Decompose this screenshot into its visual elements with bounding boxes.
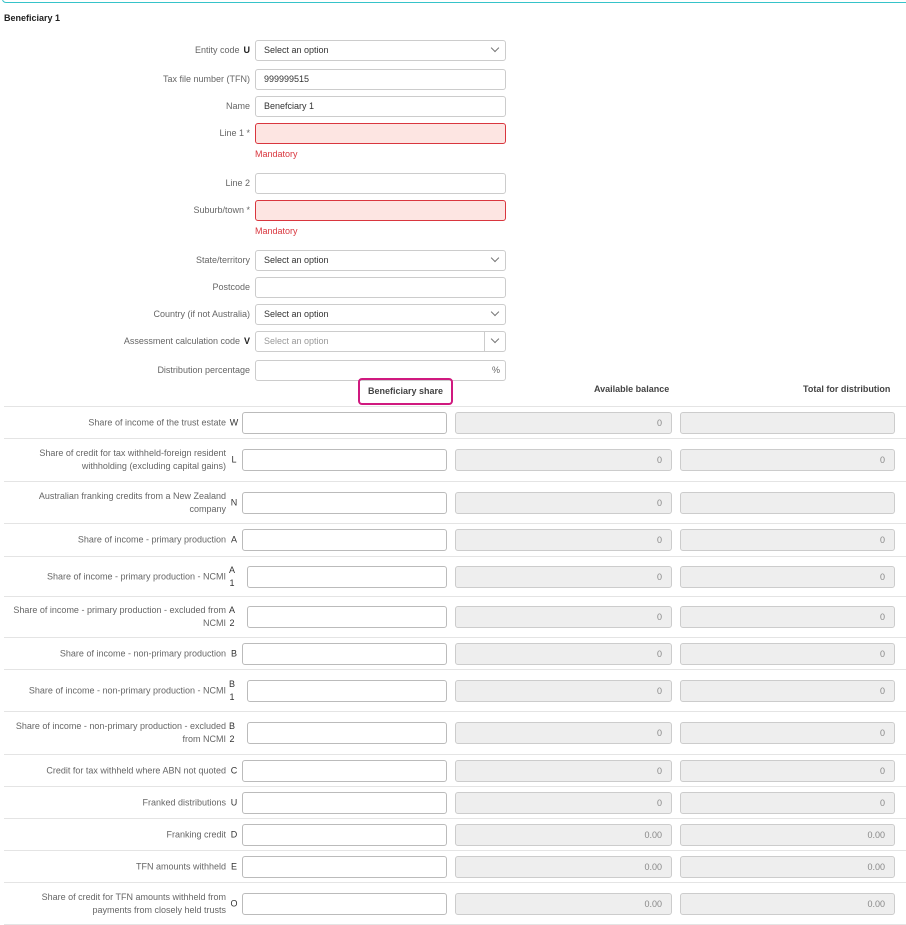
- beneficiary-share-input[interactable]: [242, 760, 447, 782]
- assessment-letter: V: [243, 336, 250, 346]
- available-balance-field: 0: [455, 449, 672, 471]
- row-code: N: [230, 497, 238, 507]
- state-label: State/territory: [195, 255, 250, 265]
- available-balance-field: 0: [455, 760, 672, 782]
- previous-section-box: [2, 0, 906, 3]
- row-code: B 1: [228, 678, 235, 702]
- assessment-row: [0, 331, 520, 352]
- total-for-distribution-field: 0: [680, 680, 895, 702]
- distribution-table: [4, 406, 906, 925]
- table-row: [4, 819, 906, 851]
- assessment-label: Assessment calculation code: [123, 336, 240, 346]
- postcode-input[interactable]: [255, 277, 506, 298]
- name-row: [0, 96, 520, 117]
- entity-code-letter: U: [243, 45, 250, 55]
- row-code: D: [230, 829, 238, 839]
- row-code: B 2: [228, 721, 235, 744]
- beneficiary-share-input[interactable]: [242, 492, 447, 514]
- beneficiary-share-header: Beneficiary share: [358, 378, 453, 405]
- line2-row: [0, 173, 520, 194]
- line1-error: Mandatory: [255, 149, 298, 159]
- state-value: Select an option: [264, 255, 329, 265]
- table-row: [4, 638, 906, 670]
- table-row: [4, 712, 906, 755]
- row-code: L: [231, 454, 237, 465]
- table-row: [4, 482, 906, 524]
- table-row: [4, 407, 906, 439]
- row-code: B: [230, 648, 237, 658]
- available-balance-field: 0: [455, 643, 672, 665]
- beneficiary-share-input[interactable]: [242, 412, 447, 434]
- total-for-distribution-field: [680, 492, 895, 514]
- entity-code-value: Select an option: [264, 45, 329, 55]
- available-balance-field: 0: [455, 566, 672, 588]
- row-label: Share of income - primary production - NCMI: [46, 571, 226, 581]
- chevron-down-icon: [491, 308, 499, 316]
- state-select[interactable]: [255, 250, 506, 271]
- tfn-label: Tax file number (TFN): [162, 74, 250, 84]
- available-balance-field: 0: [455, 529, 672, 551]
- country-value: Select an option: [264, 309, 329, 319]
- total-for-distribution-field: 0: [680, 566, 895, 588]
- beneficiary-share-input[interactable]: [242, 449, 447, 471]
- beneficiary-share-input[interactable]: [247, 680, 447, 702]
- country-select[interactable]: [255, 304, 506, 325]
- chevron-down-icon: [491, 44, 499, 52]
- total-for-distribution-field: 0.00: [680, 893, 895, 915]
- table-row: [4, 439, 906, 482]
- row-label: Share of income - primary production: [77, 534, 226, 545]
- distribution-label: Distribution percentage: [157, 365, 250, 375]
- chevron-down-icon: [491, 254, 499, 262]
- available-balance-header: Available balance: [594, 384, 670, 394]
- row-label: Share of credit for tax withheld-foreign resident withholding (excluding capital gains): [39, 448, 226, 471]
- beneficiary-share-input[interactable]: [247, 566, 447, 588]
- assessment-dropdown-button[interactable]: [484, 331, 506, 352]
- section-title: Beneficiary 1: [4, 13, 61, 23]
- table-row: [4, 851, 906, 883]
- total-for-distribution-field: 0: [680, 529, 895, 551]
- available-balance-field: 0: [455, 492, 672, 514]
- state-row: [0, 250, 520, 271]
- table-row: [4, 670, 906, 712]
- total-for-distribution-field: 0: [680, 792, 895, 814]
- row-code: O: [230, 898, 238, 908]
- beneficiary-share-input[interactable]: [242, 893, 447, 915]
- suburb-label: Suburb/town *: [193, 205, 250, 215]
- row-label: Share of income - non-primary production: [59, 648, 226, 658]
- beneficiary-share-input[interactable]: [242, 824, 447, 846]
- beneficiary-share-input[interactable]: [247, 722, 447, 744]
- table-row: [4, 597, 906, 638]
- table-row: [4, 755, 906, 787]
- available-balance-field: 0.00: [455, 824, 672, 846]
- country-row: [0, 304, 520, 325]
- total-for-distribution-field: 0: [680, 449, 895, 471]
- name-input[interactable]: Benefciary 1: [255, 96, 506, 117]
- assessment-select[interactable]: Select an option: [255, 331, 485, 352]
- postcode-label: Postcode: [212, 282, 250, 292]
- table-row: [4, 787, 906, 819]
- entity-code-select[interactable]: [255, 40, 506, 61]
- available-balance-field: 0: [455, 412, 672, 434]
- available-balance-field: 0: [455, 606, 672, 628]
- name-label: Name: [225, 101, 250, 111]
- row-label: Credit for tax withheld where ABN not quoted: [46, 765, 226, 775]
- total-for-distribution-field: 0.00: [680, 824, 895, 846]
- row-label: Australian franking credits from a New Zealand company: [38, 490, 226, 514]
- table-row: [4, 557, 906, 597]
- row-label: Share of income - primary production - excluded from NCMI: [13, 605, 226, 628]
- tfn-input[interactable]: 999999515: [255, 69, 506, 90]
- total-for-distribution-field: [680, 412, 895, 434]
- total-for-distribution-header: Total for distribution: [803, 384, 891, 394]
- chevron-down-icon: [491, 335, 499, 343]
- suburb-error: Mandatory: [255, 226, 298, 236]
- row-label: Franked distributions: [142, 797, 226, 807]
- beneficiary-share-input[interactable]: [242, 643, 447, 665]
- row-label: TFN amounts withheld: [135, 861, 226, 871]
- total-for-distribution-field: 0: [680, 643, 895, 665]
- row-code: E: [230, 861, 237, 871]
- row-code: C: [230, 765, 238, 775]
- total-for-distribution-field: 0: [680, 760, 895, 782]
- available-balance-field: 0.00: [455, 893, 672, 915]
- available-balance-field: 0.00: [455, 856, 672, 878]
- suburb-input[interactable]: [255, 200, 506, 221]
- row-label: Share of income - non-primary production - NCMI: [28, 685, 226, 695]
- available-balance-field: 0: [455, 792, 672, 814]
- total-for-distribution-field: 0.00: [680, 856, 895, 878]
- percent-suffix: %: [491, 365, 500, 375]
- line1-input[interactable]: [255, 123, 506, 144]
- line1-label: Line 1 *: [219, 128, 250, 138]
- line2-input[interactable]: [255, 173, 506, 194]
- beneficiary-share-input[interactable]: [242, 856, 447, 878]
- row-code: U: [230, 797, 238, 807]
- table-row: [4, 524, 906, 557]
- available-balance-field: 0: [455, 722, 672, 744]
- beneficiary-share-input[interactable]: [242, 529, 447, 551]
- table-row: [4, 883, 906, 925]
- row-code: W: [229, 417, 239, 427]
- beneficiary-share-input[interactable]: [242, 792, 447, 814]
- row-label: Share of credit for TFN amounts withheld from payments from closely held trusts: [41, 891, 226, 915]
- row-label: Share of income of the trust estate: [88, 417, 226, 427]
- line1-row: [0, 123, 520, 144]
- row-label: Share of income - non-primary production - excluded from NCMI: [15, 721, 226, 744]
- beneficiary-share-input[interactable]: [247, 606, 447, 628]
- row-code: A 2: [228, 605, 235, 628]
- available-balance-field: 0: [455, 680, 672, 702]
- total-for-distribution-field: 0: [680, 722, 895, 744]
- suburb-row: [0, 200, 520, 221]
- row-label: Franking credit: [166, 829, 226, 839]
- country-label: Country (if not Australia): [153, 309, 250, 319]
- line2-label: Line 2: [225, 178, 250, 188]
- postcode-row: [0, 277, 520, 298]
- entity-code-label: Entity code: [194, 45, 240, 55]
- entity-code-row: [0, 40, 520, 61]
- total-for-distribution-field: 0: [680, 606, 895, 628]
- tfn-row: [0, 69, 520, 90]
- row-code: A 1: [228, 564, 235, 588]
- row-code: A: [230, 534, 237, 545]
